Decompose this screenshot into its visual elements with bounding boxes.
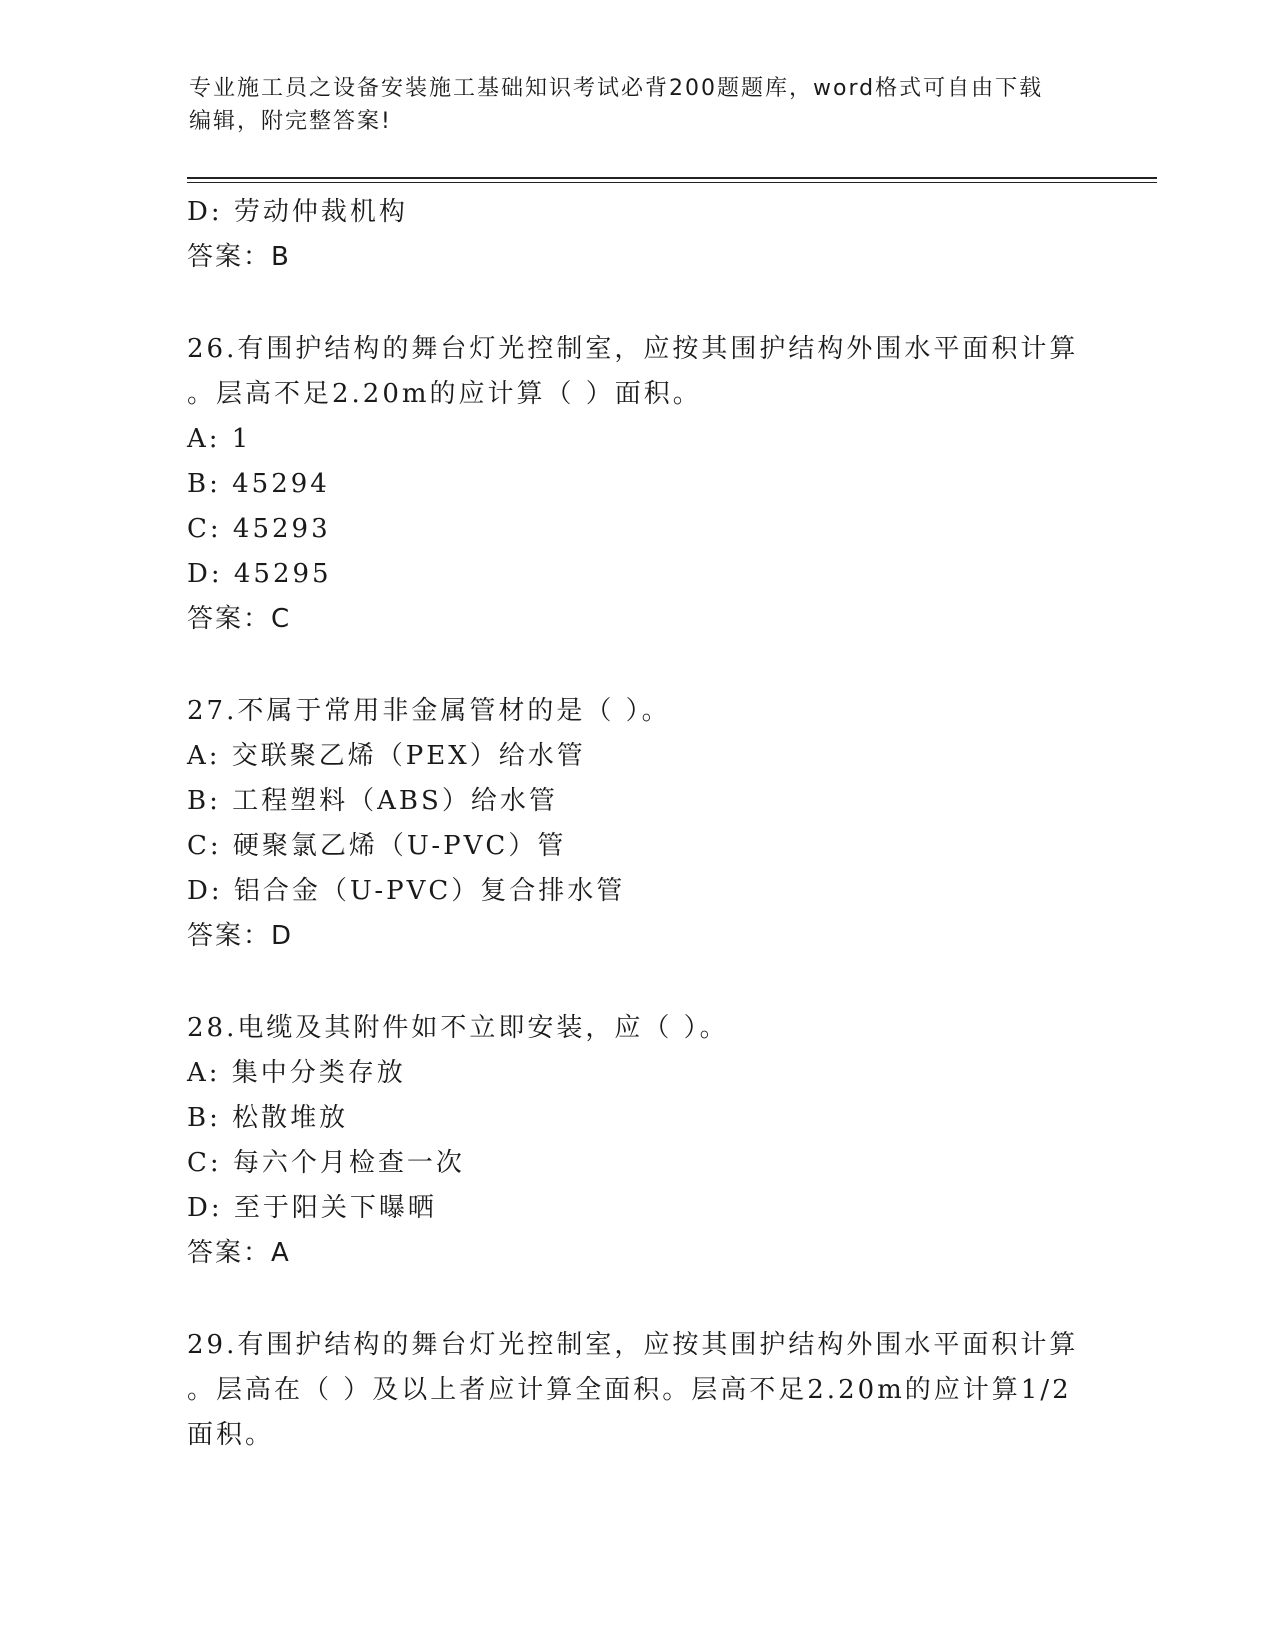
- option-b: B: 45294: [187, 469, 330, 499]
- question-stem-line: 26.有围护结构的舞台灯光控制室，应按其围护结构外围水平面积计算: [187, 334, 1079, 364]
- option-c: C: 每六个月检查一次: [187, 1148, 465, 1178]
- header-divider-thick: [187, 177, 1157, 179]
- option-d: D: 劳动仲裁机构: [187, 197, 408, 227]
- document-header: [189, 72, 1089, 138]
- question-stem-line: 28.电缆及其附件如不立即安装，应（ ）。: [187, 1013, 729, 1043]
- answer-line: 答案：C: [187, 604, 292, 634]
- answer-line: 答案：D: [187, 921, 294, 951]
- option-a: A: 交联聚乙烯（PEX）给水管: [187, 741, 586, 771]
- option-d: D: 铝合金（U-PVC）复合排水管: [187, 876, 626, 906]
- option-a: A: 1: [187, 424, 252, 454]
- question-stem-line: 。层高不足2.20m的应计算（ ）面积。: [187, 379, 702, 409]
- question-stem-line: 。层高在（ ）及以上者应计算全面积。层高不足2.20m的应计算1/2: [187, 1375, 1072, 1405]
- header-divider-thin: [187, 182, 1157, 183]
- question-26: [187, 327, 1087, 642]
- spacer: [187, 959, 1087, 1006]
- question-28: [187, 1006, 1087, 1276]
- question-27: [187, 689, 1087, 959]
- spacer: [187, 1276, 1087, 1323]
- header-line-2: 编辑，附完整答案!: [189, 109, 392, 134]
- question-stem-line: 27.不属于常用非金属管材的是（ ）。: [187, 696, 671, 726]
- header-line-1: 专业施工员之设备安装施工基础知识考试必背200题题库，word格式可自由下载: [189, 76, 1044, 101]
- option-a: A: 集中分类存放: [187, 1058, 406, 1088]
- option-d: D: 至于阳关下曝晒: [187, 1193, 437, 1223]
- option-d: D: 45295: [187, 559, 332, 589]
- question-list: [187, 190, 1087, 1458]
- option-b: B: 工程塑料（ABS）给水管: [187, 786, 558, 816]
- question-stem-line: 面积。: [187, 1420, 275, 1450]
- option-b: B: 松散堆放: [187, 1103, 349, 1133]
- answer-line: 答案：A: [187, 1238, 291, 1268]
- previous-question-tail: [187, 190, 1087, 280]
- option-c: C: 硬聚氯乙烯（U-PVC）管: [187, 831, 567, 861]
- spacer: [187, 642, 1087, 689]
- question-stem-line: 29.有围护结构的舞台灯光控制室，应按其围护结构外围水平面积计算: [187, 1330, 1079, 1360]
- spacer: [187, 280, 1087, 327]
- option-c: C: 45293: [187, 514, 331, 544]
- question-29: [187, 1323, 1087, 1458]
- answer-line: 答案：B: [187, 242, 291, 272]
